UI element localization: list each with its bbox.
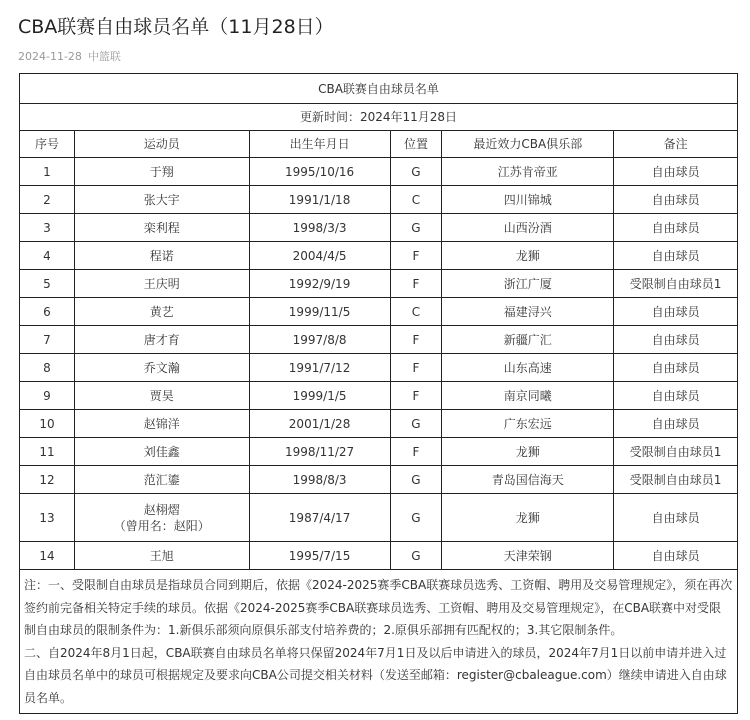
cell-position: F bbox=[390, 270, 442, 298]
cell-position: F bbox=[390, 326, 442, 354]
cell-birth: 2001/1/28 bbox=[249, 410, 390, 438]
cell-club: 天津荣钢 bbox=[442, 542, 614, 570]
cell-no: 10 bbox=[20, 410, 75, 438]
cell-birth: 1999/1/5 bbox=[249, 382, 390, 410]
table-row bbox=[20, 494, 738, 542]
cell-position: F bbox=[390, 354, 442, 382]
cell-note: 自由球员 bbox=[614, 242, 738, 270]
cell-player: 刘佳鑫 bbox=[74, 438, 249, 466]
cell-player: 张大宇 bbox=[74, 186, 249, 214]
cell-no: 11 bbox=[20, 438, 75, 466]
cell-player: 乔文瀚 bbox=[74, 354, 249, 382]
cell-player: 程诺 bbox=[74, 242, 249, 270]
cell-club: 四川锦城 bbox=[442, 186, 614, 214]
table-row bbox=[20, 298, 738, 326]
table-caption: CBA联赛自由球员名单 bbox=[20, 74, 738, 104]
cell-player: 王庆明 bbox=[74, 270, 249, 298]
cell-note: 受限制自由球员1 bbox=[614, 466, 738, 494]
table-row bbox=[20, 466, 738, 494]
cell-no: 4 bbox=[20, 242, 75, 270]
cell-position: G bbox=[390, 158, 442, 186]
cell-position: G bbox=[390, 410, 442, 438]
cell-club: 福建浔兴 bbox=[442, 298, 614, 326]
cell-player bbox=[74, 494, 249, 542]
cell-position: G bbox=[390, 542, 442, 570]
cell-no: 14 bbox=[20, 542, 75, 570]
cell-birth: 2004/4/5 bbox=[249, 242, 390, 270]
cell-no: 9 bbox=[20, 382, 75, 410]
cell-no: 2 bbox=[20, 186, 75, 214]
cell-birth: 1991/1/18 bbox=[249, 186, 390, 214]
cell-position: C bbox=[390, 186, 442, 214]
cell-no: 7 bbox=[20, 326, 75, 354]
cell-player: 贾昊 bbox=[74, 382, 249, 410]
publish-date: 2024-11-28 bbox=[18, 50, 82, 63]
cell-position: C bbox=[390, 298, 442, 326]
cell-note: 自由球员 bbox=[614, 186, 738, 214]
table-row bbox=[20, 214, 738, 242]
cell-birth: 1998/8/3 bbox=[249, 466, 390, 494]
table-row bbox=[20, 326, 738, 354]
cell-club: 广东宏远 bbox=[442, 410, 614, 438]
cell-player: 范汇鎏 bbox=[74, 466, 249, 494]
cell-club: 山东高速 bbox=[442, 354, 614, 382]
table-row bbox=[20, 242, 738, 270]
cell-club: 青岛国信海天 bbox=[442, 466, 614, 494]
cell-club: 龙狮 bbox=[442, 438, 614, 466]
cell-note: 受限制自由球员1 bbox=[614, 438, 738, 466]
cell-no: 1 bbox=[20, 158, 75, 186]
page-title: CBA联赛自由球员名单（11月28日） bbox=[18, 16, 334, 38]
table-row bbox=[20, 542, 738, 570]
cell-club: 浙江广厦 bbox=[442, 270, 614, 298]
cell-position: F bbox=[390, 242, 442, 270]
cell-no: 3 bbox=[20, 214, 75, 242]
cell-note: 自由球员 bbox=[614, 494, 738, 542]
cell-birth: 1997/8/8 bbox=[249, 326, 390, 354]
table-row bbox=[20, 158, 738, 186]
cell-note: 自由球员 bbox=[614, 410, 738, 438]
table-row bbox=[20, 410, 738, 438]
note-1: 注：一、受限制自由球员是指球员合同到期后，依据《2024-2025赛季CBA联赛球员选秀、工资帽、聘用及交易管理规定》，须在再次签约前完备相关特定手续的球员。依据《2024-2025赛季CBA联赛球员选秀、工资帽、聘用及交易管理规定》，在CBA联赛中对受限制自由球员的限制条件为：1.新俱乐部须向原俱乐部支付培养费的；2.原俱乐部拥有匹配权的；3.其它限制条件。 bbox=[24, 578, 733, 637]
player-name: 赵栩熠 bbox=[143, 502, 180, 517]
cell-birth: 1991/7/12 bbox=[249, 354, 390, 382]
cell-note: 受限制自由球员1 bbox=[614, 270, 738, 298]
cell-club: 山西汾酒 bbox=[442, 214, 614, 242]
cell-position: G bbox=[390, 214, 442, 242]
cell-player: 赵锦洋 bbox=[74, 410, 249, 438]
cell-no: 5 bbox=[20, 270, 75, 298]
header-club: 最近效力CBA俱乐部 bbox=[442, 131, 614, 158]
header-note: 备注 bbox=[614, 131, 738, 158]
cell-birth: 1992/9/19 bbox=[249, 270, 390, 298]
header-player: 运动员 bbox=[74, 131, 249, 158]
cell-birth: 1995/10/16 bbox=[249, 158, 390, 186]
header-birth: 出生年月日 bbox=[249, 131, 390, 158]
cell-no: 6 bbox=[20, 298, 75, 326]
player-alias: （曾用名：赵阳） bbox=[113, 518, 210, 533]
cell-club: 新疆广汇 bbox=[442, 326, 614, 354]
cell-no: 8 bbox=[20, 354, 75, 382]
cell-note: 自由球员 bbox=[614, 158, 738, 186]
cell-note: 自由球员 bbox=[614, 298, 738, 326]
cell-club: 南京同曦 bbox=[442, 382, 614, 410]
cell-position: F bbox=[390, 382, 442, 410]
cell-no: 12 bbox=[20, 466, 75, 494]
cell-player: 于翔 bbox=[74, 158, 249, 186]
cell-player: 栾利程 bbox=[74, 214, 249, 242]
header-no: 序号 bbox=[20, 131, 75, 158]
cell-note: 自由球员 bbox=[614, 326, 738, 354]
article-meta bbox=[18, 48, 127, 64]
cell-birth: 1998/3/3 bbox=[249, 214, 390, 242]
table-header-row bbox=[20, 131, 738, 158]
cell-player: 唐才育 bbox=[74, 326, 249, 354]
cell-club: 龙狮 bbox=[442, 242, 614, 270]
cell-birth: 1987/4/17 bbox=[249, 494, 390, 542]
source-link[interactable]: 中篮联 bbox=[87, 50, 121, 63]
cell-club: 江苏肯帝亚 bbox=[442, 158, 614, 186]
cell-birth: 1999/11/5 bbox=[249, 298, 390, 326]
table-row bbox=[20, 270, 738, 298]
free-agent-table bbox=[19, 73, 738, 714]
table-row bbox=[20, 354, 738, 382]
cell-note: 自由球员 bbox=[614, 382, 738, 410]
cell-player: 王旭 bbox=[74, 542, 249, 570]
note-2: 二、自2024年8月1日起，CBA联赛自由球员名单将只保留2024年7月1日及以后申请进入的球员，2024年7月1日以前申请并进入过自由球员名单中的球员可根据规定及要求向CBA公司提交相关材料（发送至邮箱：register@cbaleague.com）继续申请进入自由球员名单。 bbox=[24, 645, 727, 705]
cell-position: G bbox=[390, 494, 442, 542]
updated-time: 更新时间：2024年11月28日 bbox=[20, 104, 738, 131]
cell-note: 自由球员 bbox=[614, 542, 738, 570]
cell-position: F bbox=[390, 438, 442, 466]
cell-no: 13 bbox=[20, 494, 75, 542]
table-row bbox=[20, 438, 738, 466]
table-row bbox=[20, 186, 738, 214]
header-position: 位置 bbox=[390, 131, 442, 158]
cell-birth: 1998/11/27 bbox=[249, 438, 390, 466]
cell-birth: 1995/7/15 bbox=[249, 542, 390, 570]
table-notes bbox=[20, 570, 738, 714]
cell-player: 黄艺 bbox=[74, 298, 249, 326]
cell-note: 自由球员 bbox=[614, 354, 738, 382]
cell-note: 自由球员 bbox=[614, 214, 738, 242]
cell-club: 龙狮 bbox=[442, 494, 614, 542]
cell-position: G bbox=[390, 466, 442, 494]
table-row bbox=[20, 382, 738, 410]
